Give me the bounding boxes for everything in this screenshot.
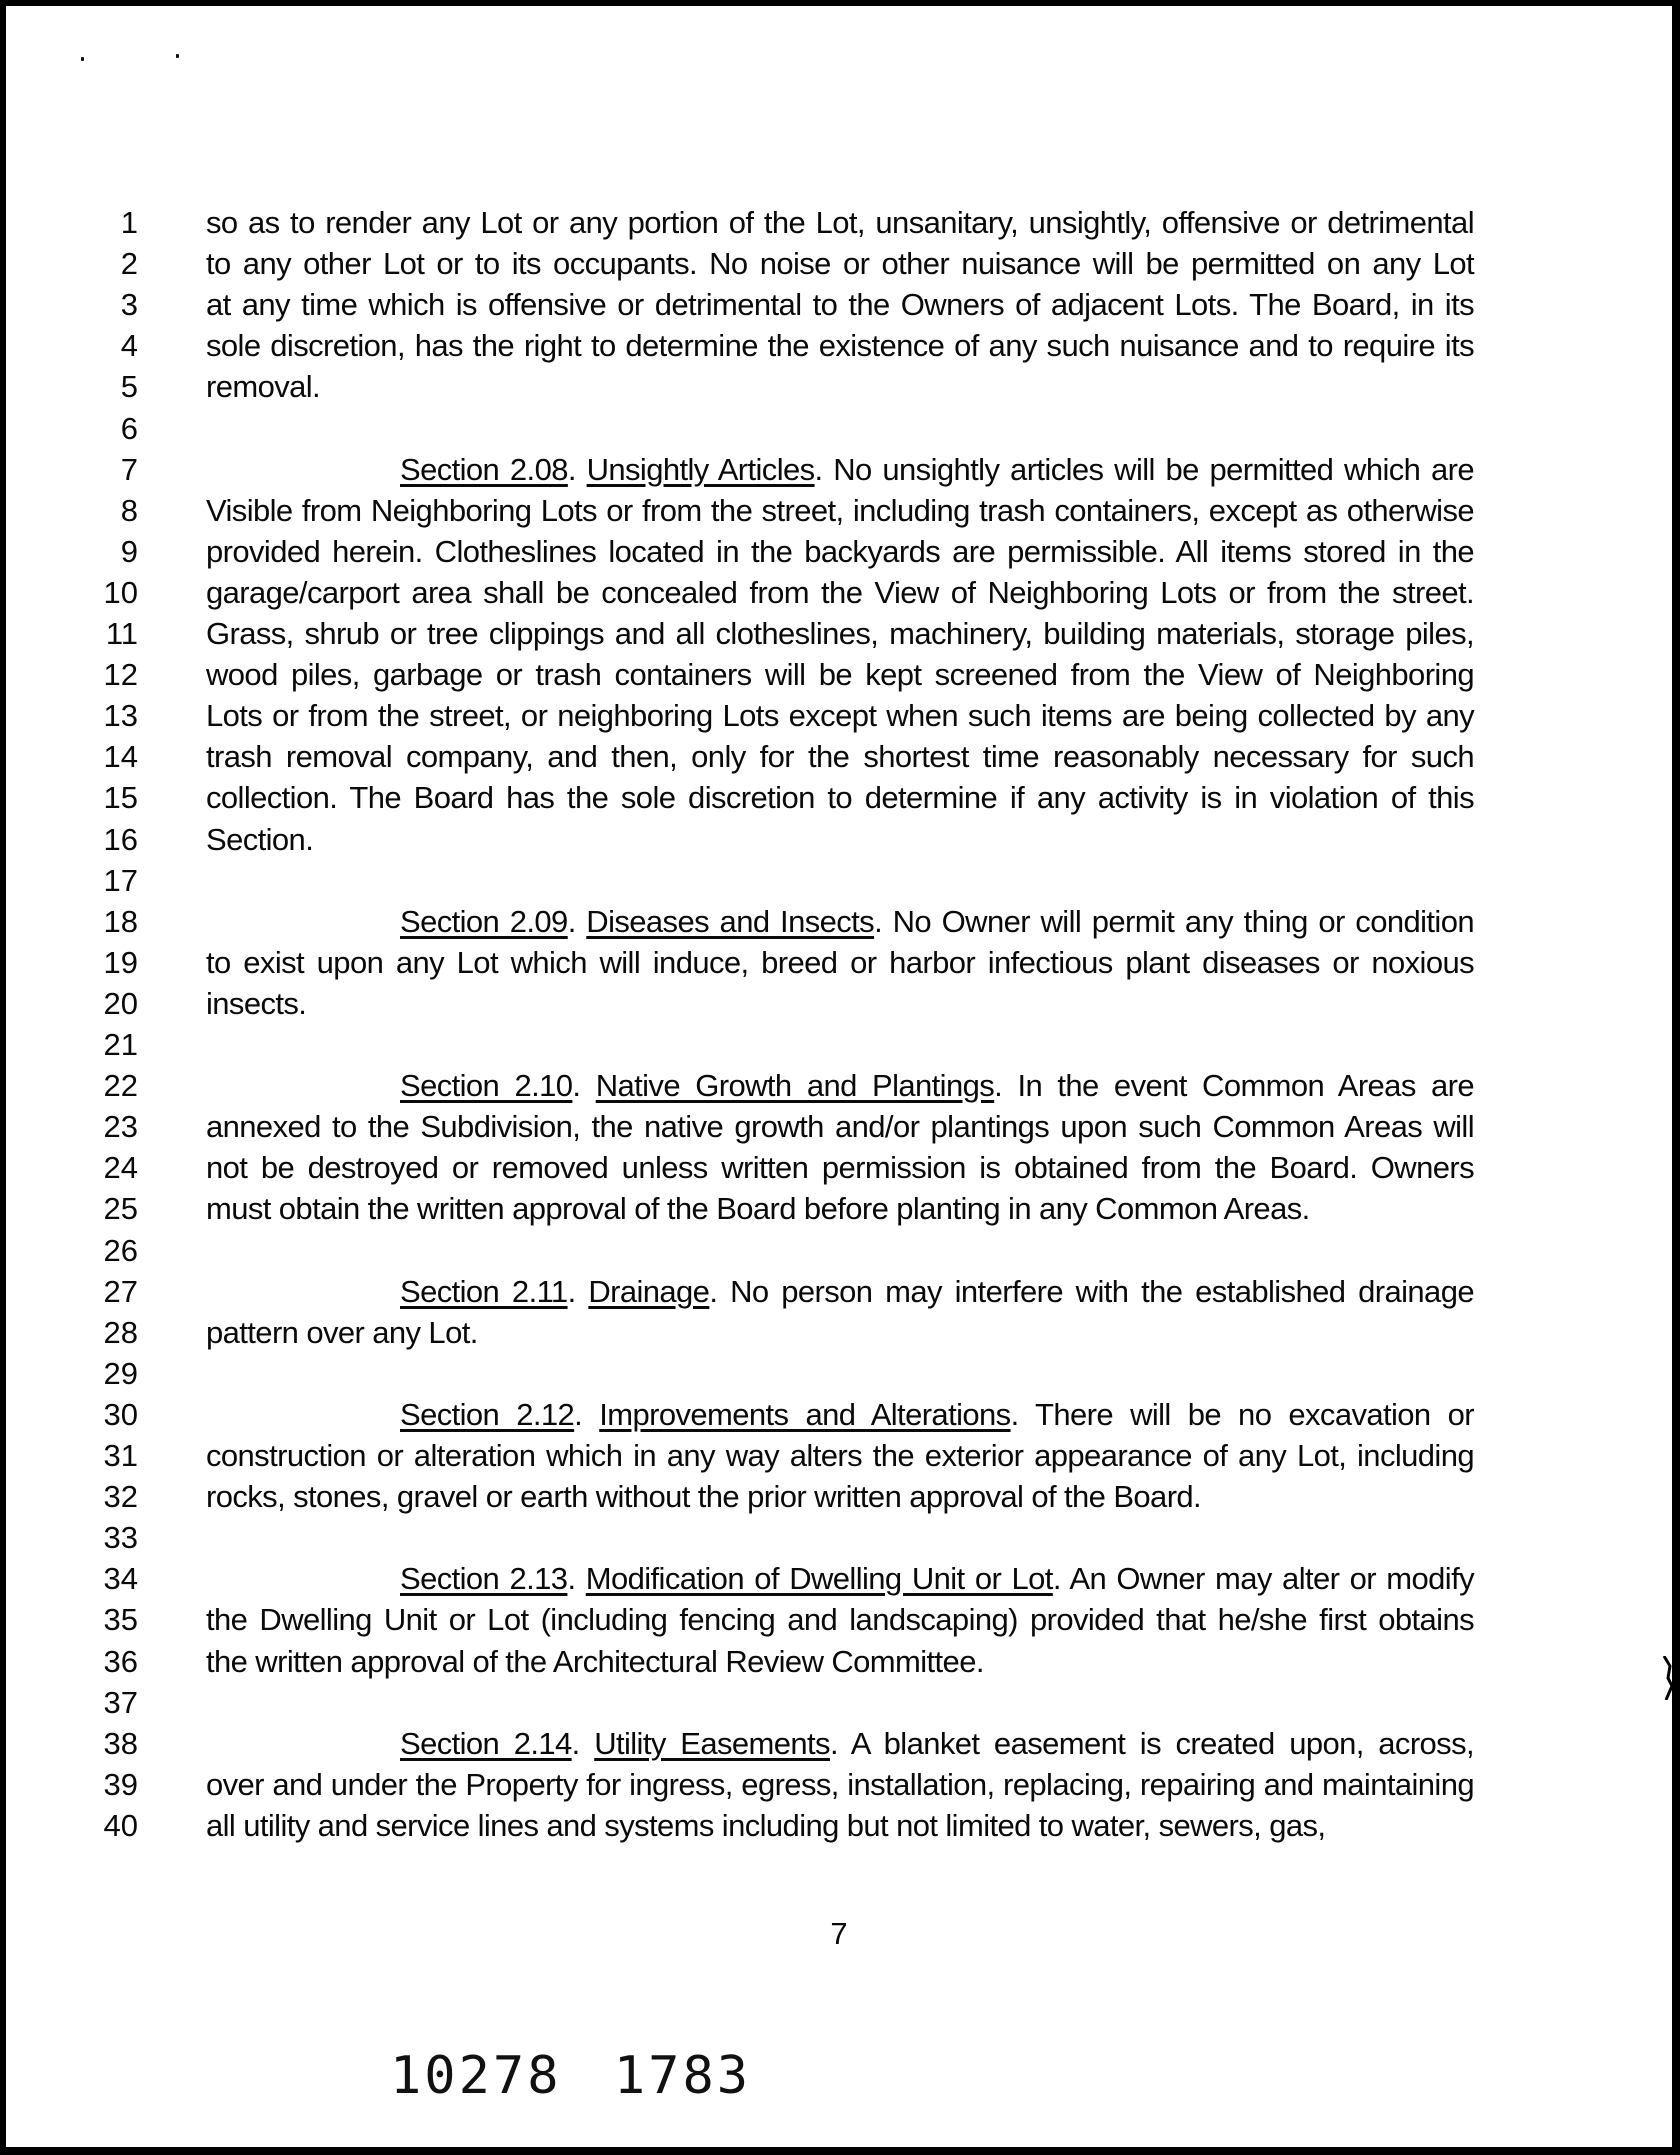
line-text: all utility and service lines and systems including but not limited to water, sewers, gas, <box>206 1807 1326 1843</box>
line-number: 25 <box>103 1191 138 1227</box>
section-number: Section 2.14 <box>400 1725 572 1761</box>
document-line <box>6 1271 1672 1312</box>
line-text: Section 2.09. Diseases and Insects. No Owner will permit any thing or condition <box>400 903 1474 939</box>
line-text: wood piles, garbage or trash containers will be kept screened from the View of Neighboring <box>206 657 1474 693</box>
line-number: 33 <box>103 1520 138 1556</box>
line-text: rocks, stones, gravel or earth without the prior written approval of the Board. <box>206 1479 1202 1515</box>
document-page <box>6 6 1672 2147</box>
line-number: 4 <box>120 328 138 364</box>
document-line <box>6 284 1672 325</box>
line-text: garage/carport area shall be concealed from the View of Neighboring Lots or from the street. <box>206 574 1474 610</box>
line-number: 28 <box>103 1314 138 1350</box>
line-number: 26 <box>103 1232 138 1268</box>
recording-stamp: 10278 1783 <box>390 2046 752 2106</box>
line-number: 2 <box>120 246 138 282</box>
document-line <box>6 695 1672 736</box>
scan-speck <box>176 54 179 58</box>
document-line <box>6 1353 1672 1394</box>
line-text: so as to render any Lot or any portion of the Lot, unsanitary, unsightly, offensive or detrimental <box>206 205 1474 240</box>
section-number: Section 2.10 <box>400 1068 573 1104</box>
document-line <box>6 1147 1672 1188</box>
line-text: must obtain the written approval of the Board before planting in any Common Areas. <box>206 1191 1310 1227</box>
line-number: 19 <box>103 944 138 980</box>
document-line <box>6 777 1672 818</box>
document-line <box>6 860 1672 901</box>
line-text: Section 2.13. Modification of Dwelling Unit or Lot. An Owner may alter or modify <box>400 1561 1475 1597</box>
line-number: 16 <box>103 821 138 857</box>
section-number: Section 2.11 <box>400 1273 568 1309</box>
scan-speck <box>81 57 84 61</box>
line-number: 34 <box>103 1561 138 1597</box>
line-text: to exist upon any Lot which will induce, breed or harbor infectious plant diseases or noxious <box>206 944 1474 980</box>
line-number: 35 <box>103 1602 138 1638</box>
line-number: 37 <box>103 1684 138 1720</box>
document-line <box>6 1558 1672 1599</box>
line-number: 24 <box>103 1150 138 1186</box>
section-text: . There will be no excavation or <box>1010 1396 1474 1432</box>
line-text: Section 2.10. Native Growth and Plantings. In the event Common Areas are <box>400 1068 1474 1104</box>
line-text: to any other Lot or to its occupants. No noise or other nuisance will be permitted on any Lot <box>206 246 1474 282</box>
section-text: . In the event Common Areas are <box>994 1068 1474 1104</box>
line-text: pattern over any Lot. <box>206 1314 478 1350</box>
section-text: . A blanket easement is created upon, across, <box>829 1725 1474 1761</box>
section-title: Native Growth and Plantings <box>595 1068 995 1104</box>
line-text: removal. <box>206 369 321 405</box>
line-text: Lots or from the street, or neighboring Lots except when such items are being collected by any <box>206 698 1474 734</box>
line-number: 9 <box>120 533 138 569</box>
line-number: 14 <box>103 739 138 775</box>
line-number: 32 <box>103 1479 138 1515</box>
line-text: Section. <box>206 821 314 857</box>
line-text: Section 2.11. Drainage. No person may interfere with the established drainage <box>400 1273 1474 1309</box>
document-line <box>6 531 1672 572</box>
line-number: 6 <box>120 410 138 446</box>
section-title: Improvements and Alterations <box>599 1396 1011 1432</box>
section-number: Section 2.12 <box>400 1396 575 1432</box>
document-line <box>6 1764 1672 1805</box>
line-number: 17 <box>103 862 138 898</box>
document-line <box>6 613 1672 654</box>
document-line <box>6 983 1672 1024</box>
document-line <box>6 1394 1672 1435</box>
document-line <box>6 1188 1672 1229</box>
line-number: 3 <box>120 287 138 323</box>
page-number: 7 <box>830 1916 848 1951</box>
document-line <box>6 325 1672 366</box>
line-text: trash removal company, and then, only for the shortest time reasonably necessary for such <box>206 739 1474 775</box>
line-number: 7 <box>120 451 138 487</box>
document-line <box>6 490 1672 531</box>
document-line <box>6 202 1672 243</box>
line-number: 15 <box>103 780 138 816</box>
document-line <box>6 1641 1672 1682</box>
section-text: . No person may interfere with the established drainage <box>709 1273 1474 1309</box>
line-number: 21 <box>103 1027 138 1062</box>
line-text: annexed to the Subdivision, the native growth and/or plantings upon such Common Areas will <box>206 1109 1474 1145</box>
document-line <box>6 1517 1672 1558</box>
line-text: construction or alteration which in any way alters the exterior appearance of any Lot, including <box>206 1438 1474 1473</box>
line-number: 5 <box>120 369 138 405</box>
line-number: 22 <box>103 1068 138 1104</box>
line-number: 11 <box>105 616 138 651</box>
document-line <box>6 1682 1672 1723</box>
document-line <box>6 736 1672 777</box>
document-line <box>6 819 1672 860</box>
document-line <box>6 366 1672 407</box>
document-line <box>6 1106 1672 1147</box>
document-line <box>6 1599 1672 1640</box>
document-line <box>6 1230 1672 1271</box>
line-number: 18 <box>103 903 138 939</box>
line-number: 8 <box>120 492 138 528</box>
document-line <box>6 449 1672 490</box>
section-text: . No Owner will permit any thing or condition <box>874 903 1474 939</box>
document-line <box>6 1065 1672 1106</box>
line-text: insects. <box>206 985 307 1021</box>
line-text: the Dwelling Unit or Lot (including fencing and landscaping) provided that he/she first obtains <box>206 1602 1474 1638</box>
section-title: Modification of Dwelling Unit or Lot <box>585 1561 1053 1597</box>
document-line <box>6 1805 1672 1846</box>
line-number: 1 <box>120 205 138 240</box>
line-number: 30 <box>103 1396 138 1432</box>
line-number: 12 <box>103 657 138 693</box>
document-line <box>6 901 1672 942</box>
section-title: Drainage <box>588 1273 710 1309</box>
scan-edge-mark <box>1662 1656 1672 1700</box>
line-text: Section 2.08. Unsightly Articles. No unsightly articles will be permitted which are <box>400 451 1475 487</box>
document-line <box>6 408 1672 449</box>
line-text: not be destroyed or removed unless written permission is obtained from the Board. Owners <box>206 1150 1474 1186</box>
document-line <box>6 654 1672 695</box>
document-line <box>6 1723 1672 1764</box>
line-number: 36 <box>103 1643 138 1679</box>
line-number: 39 <box>103 1766 138 1802</box>
document-line <box>6 1476 1672 1517</box>
document-line <box>6 572 1672 613</box>
document-line <box>6 942 1672 983</box>
section-number: Section 2.13 <box>400 1561 568 1597</box>
section-title: Diseases and Insects <box>586 903 875 939</box>
document-line <box>6 1024 1672 1065</box>
line-text: Grass, shrub or tree clippings and all clotheslines, machinery, building materials, storage piles, <box>206 616 1474 651</box>
document-line <box>6 1312 1672 1353</box>
line-number: 38 <box>103 1725 138 1761</box>
section-text: . An Owner may alter or modify <box>1052 1561 1475 1597</box>
document-line <box>6 243 1672 284</box>
line-number: 23 <box>103 1109 138 1145</box>
line-text: collection. The Board has the sole discretion to determine if any activity is in violation of this <box>206 780 1474 816</box>
line-text: Section 2.12. Improvements and Alterations. There will be no excavation or <box>400 1396 1474 1432</box>
line-number: 31 <box>103 1438 138 1473</box>
document-line <box>6 1435 1672 1476</box>
line-number: 13 <box>103 698 138 734</box>
section-number: Section 2.08 <box>400 451 568 487</box>
section-number: Section 2.09 <box>400 903 568 939</box>
section-text: . No unsightly articles will be permitted which are <box>814 451 1475 487</box>
line-text: provided herein. Clotheslines located in the backyards are permissible. All items stored in the <box>206 533 1474 569</box>
line-number: 29 <box>103 1355 138 1391</box>
section-title: Unsightly Articles <box>586 451 815 487</box>
line-number: 27 <box>103 1273 138 1309</box>
line-text: over and under the Property for ingress, egress, installation, replacing, repairing and maintaining <box>206 1766 1474 1802</box>
section-title: Utility Easements <box>594 1725 830 1761</box>
line-text: at any time which is offensive or detrimental to the Owners of adjacent Lots. The Board, in its <box>206 287 1474 323</box>
line-text: sole discretion, has the right to determine the existence of any such nuisance and to require its <box>206 328 1474 364</box>
line-text: the written approval of the Architectural Review Committee. <box>206 1643 984 1679</box>
line-number: 20 <box>103 985 138 1021</box>
line-number: 10 <box>103 574 138 610</box>
line-text: Visible from Neighboring Lots or from the street, including trash containers, except as otherwise <box>206 492 1474 528</box>
line-number: 40 <box>103 1807 138 1843</box>
line-text: Section 2.14. Utility Easements. A blanket easement is created upon, across, <box>400 1725 1474 1761</box>
